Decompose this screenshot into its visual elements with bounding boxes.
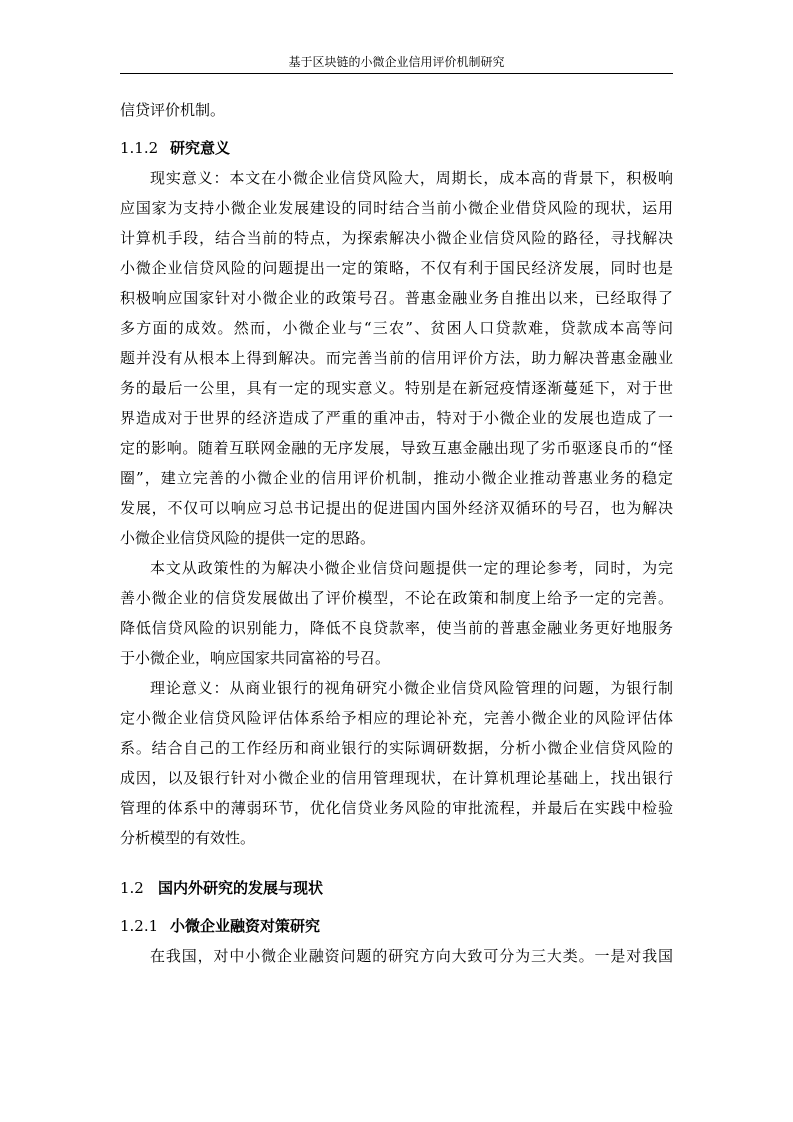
- text-line: 发展，不仅可以响应习总书记提出的促进国内国外经济双循环的号召，也为解决: [120, 499, 673, 517]
- paragraph-practical-significance: [120, 163, 673, 553]
- text-line: 积极响应国家针对小微企业的政策号召。普惠金融业务自推出以来，已经取得了: [120, 289, 673, 307]
- section-heading-1-2-1: [120, 911, 673, 941]
- section-title: 研究意义: [170, 139, 231, 157]
- text-line: 成因，以及银行针对小微企业的信用管理现状，在计算机理论基础上，找出银行: [120, 769, 673, 787]
- text-line: 于小微企业，响应国家共同富裕的号召。: [120, 649, 391, 667]
- header-rule: [120, 73, 673, 74]
- running-header: 基于区块链的小微企业信用评价机制研究: [288, 55, 505, 69]
- section-title: 国内外研究的发展与现状: [158, 879, 324, 897]
- text-line: 定的影响。随着互联网金融的无序发展，导致互惠金融出现了劣币驱逐良币的“怪: [120, 439, 673, 457]
- text-line: 小微企业信贷风险的问题提出一定的策略，不仅有利于国民经济发展，同时也是: [120, 259, 673, 277]
- text-line: 本文从政策性的为解决小微企业信贷问题提供一定的理论参考，同时，为完: [150, 559, 673, 577]
- section-heading-1-2: [120, 873, 673, 903]
- section-number: 1.1.2: [120, 139, 159, 157]
- paragraph-theoretical-significance: [120, 673, 673, 853]
- text-line: 系。结合自己的工作经历和商业银行的实际调研数据，分析小微企业信贷风险的: [120, 739, 673, 757]
- text-line: 理论意义：从商业银行的视角研究小微企业信贷风险管理的问题，为银行制: [150, 679, 673, 697]
- text-line: 善小微企业的信贷发展做出了评价模型，不论在政策和制度上给予一定的完善。: [120, 589, 673, 607]
- text-line: 现实意义：本文在小微企业信贷风险大，周期长，成本高的背景下，积极响: [150, 169, 673, 187]
- section-number: 1.2.1: [120, 917, 159, 935]
- section-title: 小微企业融资对策研究: [170, 917, 321, 935]
- text-line: 圈”，建立完善的小微企业的信用评价机制，推动小微企业推动普惠业务的稳定: [120, 469, 673, 487]
- paragraph-policy: [120, 553, 673, 673]
- text-line: 计算机手段，结合当前的特点，为探索解决小微企业信贷风险的路径，寻找解决: [120, 229, 673, 247]
- page-content: [120, 95, 673, 971]
- text-line: 管理的体系中的薄弱环节，优化信贷业务风险的审批流程，并最后在实践中检验: [120, 799, 673, 817]
- text-line: 降低信贷风险的识别能力，降低不良贷款率，使当前的普惠金融业务更好地服务: [120, 619, 673, 637]
- text-line: 分析模型的有效性。: [120, 829, 256, 847]
- text-line: 多方面的成效。然而，小微企业与“三农”、贫困人口贷款难，贷款成本高等问: [120, 319, 673, 337]
- text-line: 小微企业信贷风险的提供一定的思路。: [120, 529, 376, 547]
- text-line: 应国家为支持小微企业发展建设的同时结合当前小微企业借贷风险的现状，运用: [120, 199, 673, 217]
- section-number: 1.2: [120, 879, 144, 897]
- text-line: 在我国，对中小微企业融资问题的研究方向大致可分为三大类。一是对我国: [150, 947, 673, 965]
- text-line: 界造成对于世界的经济造成了严重的重冲击，特对于小微企业的发展也造成了一: [120, 409, 673, 427]
- text-line: 定小微企业信贷风险评估体系给予相应的理论补充，完善小微企业的风险评估体: [120, 709, 673, 727]
- intro-line: 信贷评价机制。: [120, 101, 226, 119]
- text-line: 务的最后一公里，具有一定的现实意义。特别是在新冠疫情逐渐蔓延下，对于世: [120, 379, 673, 397]
- section-heading-1-1-2: [120, 133, 673, 163]
- paragraph-domestic-research: [120, 941, 673, 971]
- text-line: 题并没有从根本上得到解决。而完善当前的信用评价方法，助力解决普惠金融业: [120, 349, 673, 367]
